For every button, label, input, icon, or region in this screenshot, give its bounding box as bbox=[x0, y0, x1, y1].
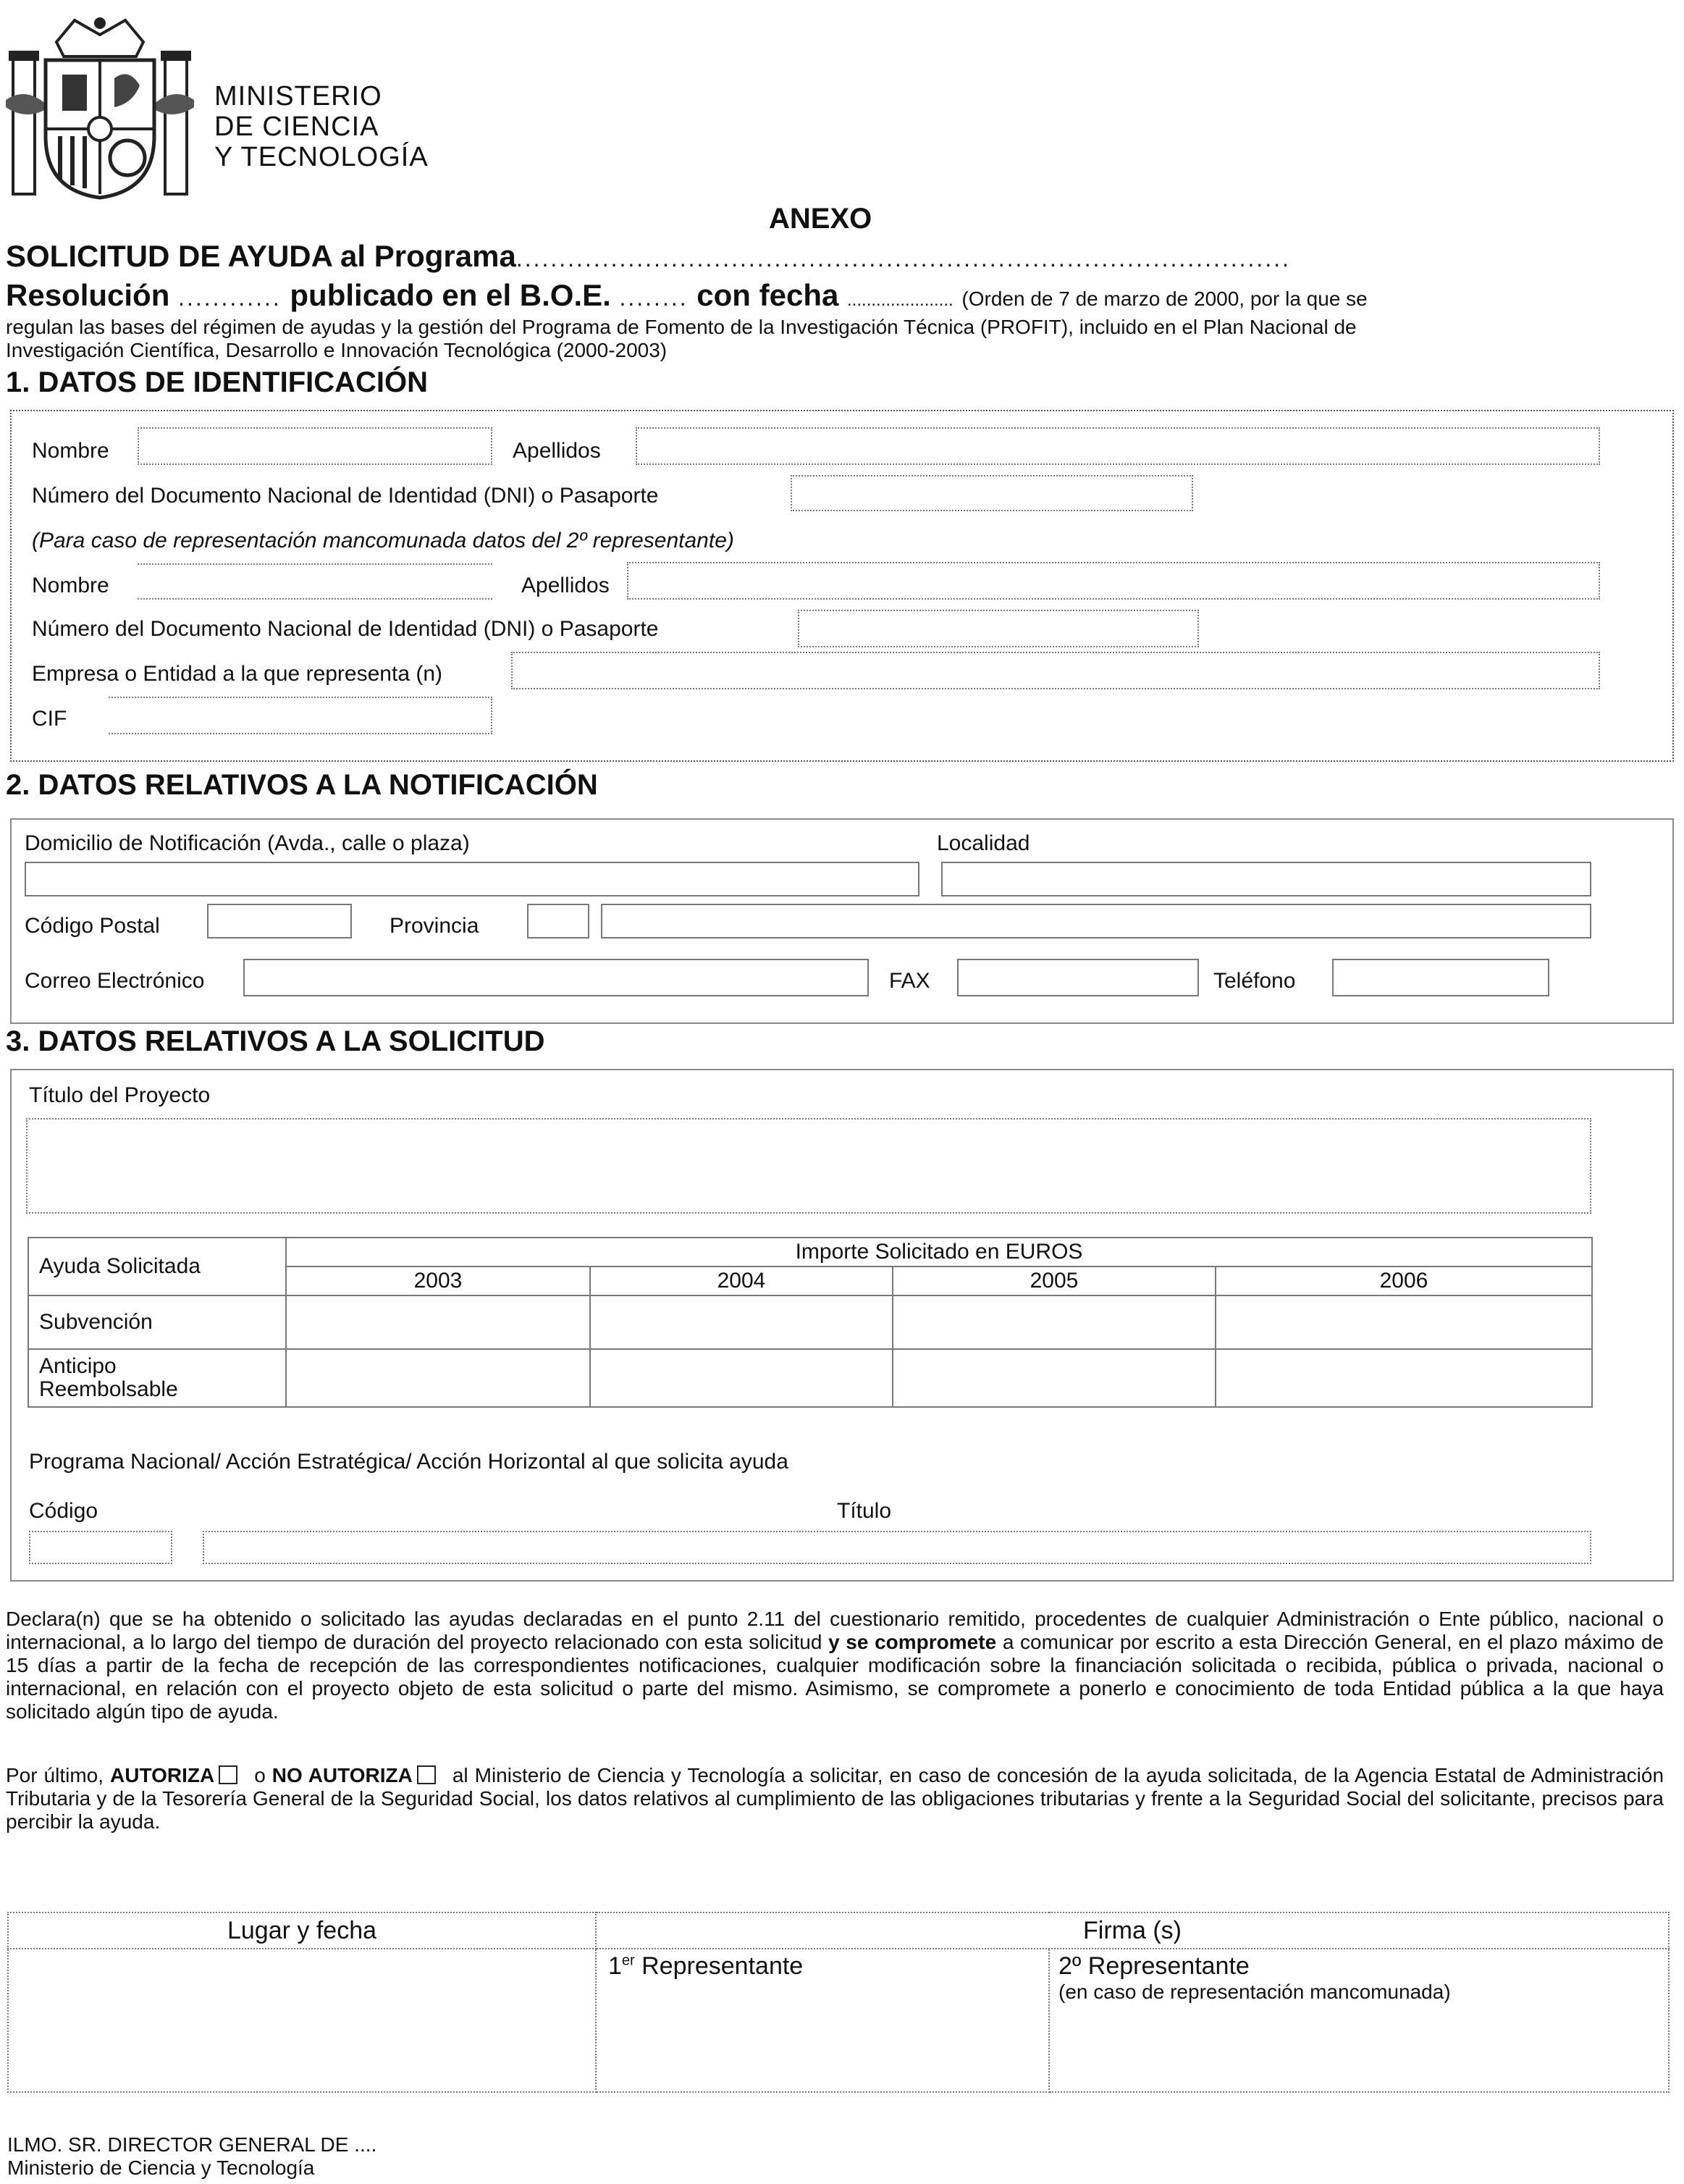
year-header: 2006 bbox=[1216, 1267, 1592, 1295]
titulo-label: Título bbox=[837, 1499, 892, 1523]
nombre-label: Nombre bbox=[32, 439, 109, 463]
signature-table bbox=[7, 1912, 1670, 2093]
titulo-proyecto-label: Título del Proyecto bbox=[29, 1083, 211, 1107]
ministry-name-line-1: MINISTERIO bbox=[214, 81, 382, 112]
localidad-field[interactable] bbox=[941, 862, 1591, 896]
lugar-fecha-field[interactable] bbox=[8, 1949, 596, 2092]
telefono-label: Teléfono bbox=[1213, 969, 1296, 993]
provincia-code-field[interactable] bbox=[527, 904, 589, 938]
subvencion-2005-cell[interactable] bbox=[893, 1295, 1216, 1349]
anticipo-2003-cell[interactable] bbox=[286, 1349, 590, 1407]
ayuda-table bbox=[28, 1237, 1593, 1408]
anticipo-2005-cell[interactable] bbox=[893, 1349, 1216, 1407]
section-3-heading: 3. DATOS RELATIVOS A LA SOLICITUD bbox=[6, 1025, 545, 1057]
firma-representante-2[interactable]: 2º Representante (en caso de representación mancomunada) bbox=[1049, 1949, 1669, 2092]
lugar-fecha-header: Lugar y fecha bbox=[8, 1912, 596, 1949]
firmas-header: Firma (s) bbox=[596, 1912, 1669, 1949]
correo-field[interactable] bbox=[243, 959, 869, 996]
domicilio-field[interactable] bbox=[25, 862, 919, 896]
anticipo-2004-cell[interactable] bbox=[590, 1349, 893, 1407]
correo-label: Correo Electrónico bbox=[25, 969, 205, 993]
solicitud-title: SOLICITUD DE AYUDA al Programa.......................................................................................... bbox=[6, 239, 1291, 273]
fax-field[interactable] bbox=[957, 959, 1199, 996]
firma-representante-1[interactable]: 1er Representante bbox=[596, 1949, 1049, 2092]
subvencion-row-label: Subvención bbox=[28, 1295, 286, 1349]
programa-blank: .......................................................................................... bbox=[515, 245, 1291, 272]
codigo-label: Código bbox=[29, 1499, 98, 1523]
nombre2-label: Nombre bbox=[32, 574, 109, 597]
authorization-paragraph: Por último, AUTORIZA o NO AUTORIZA al Ministerio de Ciencia y Tecnología a solicitar, en caso de concesión de la ayuda solicitada, de la Agencia Estatal de Administración Tributaria y de la Tesorería General de la Seguridad Social, los datos relativos al cumplimiento de las obligaciones tributarias y frente a la Seguridad Social del solicitante, precisos para percibir la ayuda. bbox=[6, 1764, 1664, 1833]
ministry-name-line-2: DE CIENCIA bbox=[214, 112, 379, 142]
ayuda-solicitada-header: Ayuda Solicitada bbox=[28, 1238, 286, 1295]
resolucion-blank: ............ bbox=[178, 285, 282, 311]
empresa-field[interactable] bbox=[511, 652, 1600, 689]
year-header: 2005 bbox=[893, 1267, 1216, 1295]
titulo-proyecto-field[interactable] bbox=[26, 1118, 1591, 1214]
apellidos2-label: Apellidos bbox=[521, 574, 610, 597]
dni-field[interactable] bbox=[791, 475, 1193, 511]
cif-field[interactable] bbox=[109, 697, 492, 734]
titulo-field[interactable] bbox=[203, 1531, 1591, 1564]
codigo-field[interactable] bbox=[29, 1531, 172, 1564]
telefono-field[interactable] bbox=[1332, 959, 1549, 996]
footer-addressee: ILMO. SR. DIRECTOR GENERAL DE .... bbox=[7, 2133, 377, 2156]
programa-label: Programa Nacional/ Acción Estratégica/ Acción Horizontal al que solicita ayuda bbox=[29, 1450, 788, 1474]
section-1-heading: 1. DATOS DE IDENTIFICACIÓN bbox=[6, 366, 429, 398]
resolucion-line: Resolución ............ publicado en el B.O.E. ........ con fecha ...................... (Orden de 7 de marzo de 2000, por la que se bbox=[6, 278, 1368, 312]
anexo-title: ANEXO bbox=[769, 203, 872, 235]
year-header: 2004 bbox=[590, 1267, 893, 1295]
bases-line-1: regulan las bases del régimen de ayudas y la gestión del Programa de Fomento de la Investigación Técnica (PROFIT), incluido en el Plan Nacional de bbox=[6, 316, 1357, 338]
dni2-field[interactable] bbox=[798, 610, 1199, 647]
empresa-label: Empresa o Entidad a la que representa (n) bbox=[32, 662, 442, 686]
domicilio-label: Domicilio de Notificación (Avda., calle o plaza) bbox=[25, 831, 470, 855]
ministry-logo bbox=[6, 13, 194, 201]
footer-ministry: Ministerio de Ciencia y Tecnología bbox=[7, 2156, 315, 2179]
ministry-name-line-3: Y TECNOLOGÍA bbox=[214, 142, 429, 172]
nombre2-field[interactable] bbox=[138, 563, 492, 600]
provincia-field[interactable] bbox=[601, 904, 1591, 938]
codigo-postal-field[interactable] bbox=[207, 904, 352, 938]
dni-label: Número del Documento Nacional de Identidad (DNI) o Pasaporte bbox=[32, 484, 659, 508]
subvencion-2006-cell[interactable] bbox=[1216, 1295, 1592, 1349]
no-autoriza-checkbox[interactable] bbox=[417, 1765, 436, 1784]
autoriza-checkbox[interactable] bbox=[219, 1765, 237, 1784]
apellidos2-field[interactable] bbox=[627, 562, 1600, 600]
section-2-heading: 2. DATOS RELATIVOS A LA NOTIFICACIÓN bbox=[6, 769, 598, 801]
codigo-postal-label: Código Postal bbox=[25, 914, 160, 938]
fecha-blank: ...................... bbox=[847, 290, 953, 310]
localidad-label: Localidad bbox=[937, 831, 1030, 855]
representacion-note: (Para caso de representación mancomunada datos del 2º representante) bbox=[32, 529, 734, 553]
subvencion-2003-cell[interactable] bbox=[286, 1295, 590, 1349]
provincia-label: Provincia bbox=[390, 914, 479, 938]
coat-of-arms-icon bbox=[6, 13, 194, 201]
cif-label: CIF bbox=[32, 707, 67, 731]
dni2-label: Número del Documento Nacional de Identidad (DNI) o Pasaporte bbox=[32, 617, 659, 641]
bases-line-2: Investigación Científica, Desarrollo e Innovación Tecnológica (2000-2003) bbox=[6, 339, 668, 361]
anticipo-2006-cell[interactable] bbox=[1216, 1349, 1592, 1407]
fax-label: FAX bbox=[889, 969, 930, 993]
anticipo-row-label: Anticipo Reembolsable bbox=[28, 1349, 286, 1407]
apellidos-field[interactable] bbox=[636, 427, 1600, 465]
year-header: 2003 bbox=[286, 1267, 590, 1295]
declaration-paragraph: Declara(n) que se ha obtenido o solicitado las ayudas declaradas en el punto 2.11 del cuestionario remitido, procedentes de cualquier Administración o Ente público, nacional o internacional, a lo largo del tiempo de duración del proyecto relacionado con esta solicitud y se compromete a comunicar por escrito a esta Dirección General, en el plazo máximo de 15 días a partir de la fecha de recepción de las correspondientes notificaciones, cualquier modificación sobre la financiación solicitada o recibida, pública o privada, nacional o internacional, en relación con el proyecto objeto de esta solicitud o parte del mismo. Asimismo, se compromete a ponerlo e conocimiento de toda Entidad pública a la que haya solicitado algún tipo de ayuda. bbox=[6, 1608, 1664, 1723]
subvencion-2004-cell[interactable] bbox=[590, 1295, 893, 1349]
apellidos-label: Apellidos bbox=[513, 439, 601, 463]
boe-blank: ........ bbox=[619, 285, 689, 311]
importe-header: Importe Solicitado en EUROS bbox=[286, 1238, 1592, 1267]
nombre-field[interactable] bbox=[138, 427, 492, 465]
